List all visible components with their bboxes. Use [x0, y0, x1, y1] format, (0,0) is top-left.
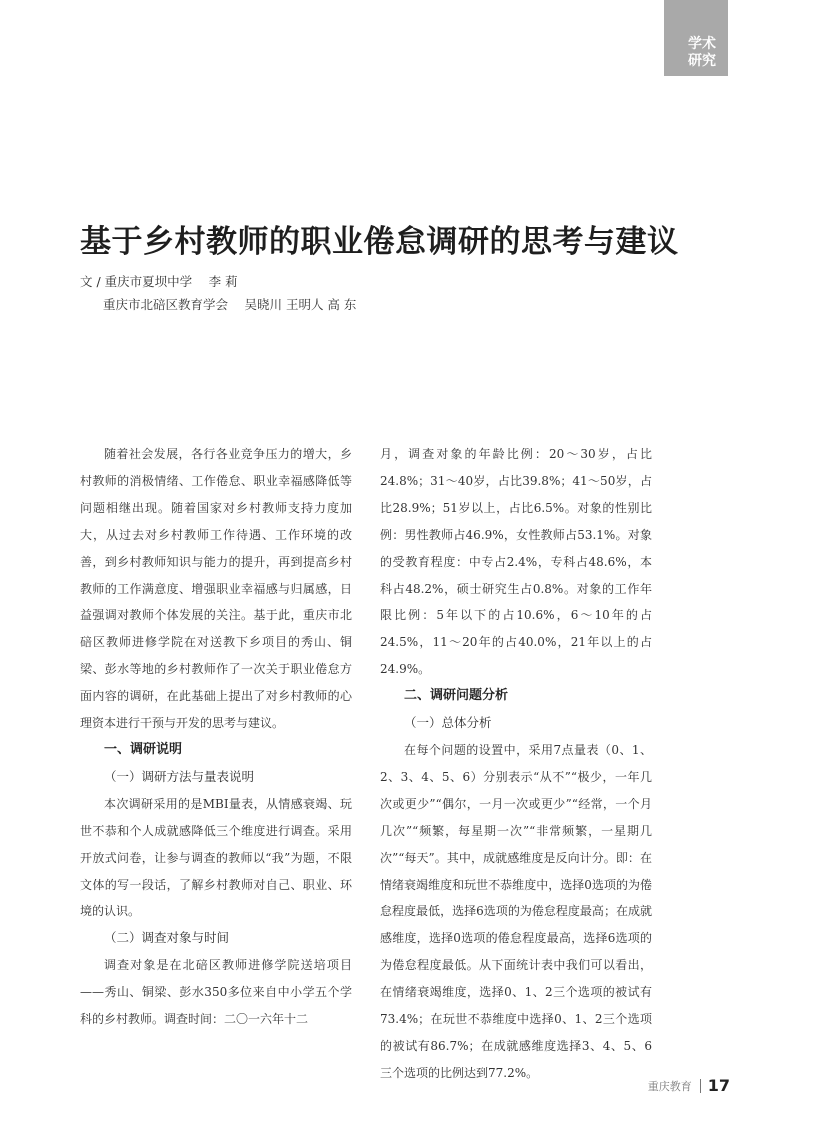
left-column — [80, 441, 352, 1033]
intro-paragraph: 随着社会发展，各行各业竞争压力的增大，乡村教师的消极情绪、工作倦怠、职业幸福感降低等问题相继出现。随着国家对乡村教师支持力度加大，从过去对乡村教师工作待遇、工作环境的改善，到乡村教师知识与能力的提升，再到提高乡村教师的工作满意度、增强职业幸福感与归属感，日益强调对教师个体发展的关注。基于此，重庆市北碚区教师进修学院在对送教下乡项目的秀山、铜梁、彭水等地的乡村教师作了一次关于职业倦怠方面内容的调研，在此基础上提出了对乡村教师的心理资本进行干预与开发的思考与建议。 — [80, 447, 352, 731]
footer-divider — [700, 1079, 701, 1093]
section-heading-1: 一、调研说明 — [104, 741, 183, 757]
section-tab-line-1: 学术 — [688, 36, 716, 52]
byline — [80, 270, 356, 316]
byline-author-1: 文 / 重庆市夏坝中学 李 莉 — [80, 274, 238, 289]
article-title: 基于乡村教师的职业倦怠调研的思考与建议 — [80, 224, 679, 260]
publication-name: 重庆教育 — [647, 1079, 692, 1093]
page-footer — [600, 1076, 730, 1095]
subsection-heading-1-1: （一）调研方法与量表说明 — [104, 768, 255, 784]
method-paragraph: 本次调研采用的是MBI量表，从情感衰竭、玩世不恭和个人成就感降低三个维度进行调查。采用开放式问卷，让参与调查的教师以“我”为题，不限文体的写一段话，了解乡村教师对自己、职业、环境的认识。 — [80, 796, 352, 919]
section-tab-line-2: 研究 — [688, 53, 716, 69]
right-column — [380, 441, 652, 1087]
byline-author-2: 重庆市北碚区教育学会 吴晓川 王明人 高 东 — [103, 297, 357, 312]
section-heading-2: 二、调研问题分析 — [404, 688, 509, 704]
subsection-heading-2-1: （一）总体分析 — [404, 715, 492, 731]
subjects-paragraph: 调查对象是在北碚区教师进修学院送培项目——秀山、铜梁、彭水350多位来自中小学五个学科的乡村教师。调查时间：二〇一六年十二 — [80, 958, 352, 1027]
analysis-paragraph: 在每个问题的设置中，采用7点量表（0、1、2、3、4、5、6）分别表示“从不”“极少，一年几次或更少”“偶尔，一月一次或更少”“经常，一个月几次”“频繁，每星期一次”“非常频繁，一星期几次”“每天”。其中，成就感维度是反向计分。即：在情绪衰竭维度和玩世不恭维度中，选择0选项的为倦怠程度最低，选择6选项的为倦怠程度最高；在成就感维度，选择0选项的倦怠程度最高，选择6选项的为倦怠程度最低。从下面统计表中我们可以看出，在情绪衰竭维度，选择0、1、2三个选项的被试有73.4%；在玩世不恭维度中选择0、1、2三个选项的被试有86.7%；在成就感维度选择3、4、5、6三个选项的比例达到77.2%。 — [380, 742, 652, 1080]
subjects-continued-paragraph: 月，调查对象的年龄比例：20～30岁，占比24.8%；31～40岁，占比39.8%；41～50岁，占比28.9%；51岁以上，占比6.5%。对象的性别比例：男性教师占46.9%，女性教师占53.1%。对象的受教育程度：中专占2.4%，专科占48.6%，本科占48.2%，硕士研究生占0.8%。对象的工作年限比例：5年以下的占10.6%，6～10年的占24.5%，11～20年的占40.0%，21年以上的占24.9%。 — [380, 447, 652, 677]
page-number: 17 — [707, 1076, 730, 1095]
section-tab — [664, 0, 728, 76]
subsection-heading-1-2: （二）调查对象与时间 — [104, 930, 230, 946]
